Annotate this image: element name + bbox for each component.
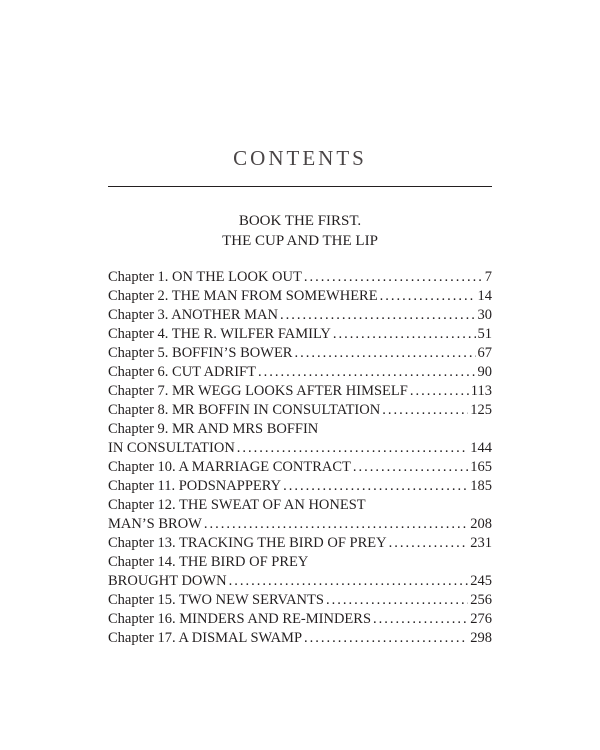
dot-leader bbox=[283, 477, 468, 496]
toc-entry-label: Chapter 4. THE R. WILFER FAMILY bbox=[108, 326, 331, 342]
toc-entry-page-number: 90 bbox=[477, 364, 492, 380]
toc-entry-label: Chapter 5. BOFFIN’S BOWER bbox=[108, 345, 293, 361]
toc-entry-label: Chapter 16. MINDERS AND RE-MINDERS bbox=[108, 611, 372, 627]
toc-entry-page-number: 113 bbox=[470, 383, 492, 399]
dot-leader bbox=[333, 325, 476, 344]
toc-entry bbox=[108, 629, 492, 648]
toc-entry-label: Chapter 2. THE MAN FROM SOMEWHERE bbox=[108, 288, 378, 304]
book-title: THE CUP AND THE LIP bbox=[222, 233, 378, 249]
toc-entry-page-number: 144 bbox=[470, 440, 492, 456]
toc-entry bbox=[108, 572, 492, 591]
toc-entry bbox=[108, 344, 492, 363]
toc-entry-page-number: 165 bbox=[470, 459, 492, 475]
toc-entry bbox=[108, 477, 492, 496]
toc-entry-title-line: Chapter 14. THE BIRD OF PREY bbox=[108, 554, 309, 570]
toc-entry-page-number: 231 bbox=[470, 535, 492, 551]
toc-entry-label: Chapter 1. ON THE LOOK OUT bbox=[108, 269, 302, 285]
toc-entry-page-number: 208 bbox=[470, 516, 492, 532]
toc-entry bbox=[108, 306, 492, 325]
toc-entry bbox=[108, 268, 492, 287]
toc-entry-label: MAN’S BROW bbox=[108, 516, 202, 532]
toc-entry-label: Chapter 6. CUT ADRIFT bbox=[108, 364, 256, 380]
toc-entry bbox=[108, 591, 492, 610]
title-rule bbox=[108, 186, 492, 187]
toc-entry-page-number: 7 bbox=[484, 269, 492, 285]
toc-entry-label: Chapter 15. TWO NEW SERVANTS bbox=[108, 592, 324, 608]
dot-leader bbox=[258, 363, 476, 382]
toc-entry-title-line: Chapter 12. THE SWEAT OF AN HONEST bbox=[108, 497, 366, 513]
book-number: BOOK THE FIRST. bbox=[238, 213, 362, 229]
dot-leader bbox=[294, 344, 475, 363]
toc-entry bbox=[108, 363, 492, 382]
toc-entry-page-number: 51 bbox=[477, 326, 492, 342]
toc-entry bbox=[108, 439, 492, 458]
toc-entry-page-number: 14 bbox=[477, 288, 492, 304]
toc-entry-label: Chapter 17. A DISMAL SWAMP bbox=[108, 630, 303, 646]
toc-entry bbox=[108, 610, 492, 629]
dot-leader bbox=[382, 401, 468, 420]
toc-entry bbox=[108, 287, 492, 306]
toc-entry bbox=[108, 515, 492, 534]
toc-entry-page-number: 125 bbox=[470, 402, 492, 418]
toc-entry bbox=[108, 401, 492, 420]
toc-entry bbox=[108, 325, 492, 344]
table-of-contents bbox=[108, 268, 492, 648]
dot-leader bbox=[280, 306, 476, 325]
dot-leader bbox=[326, 591, 468, 610]
toc-entry-label: BROUGHT DOWN bbox=[108, 573, 227, 589]
toc-entry bbox=[108, 382, 492, 401]
toc-entry bbox=[108, 458, 492, 477]
dot-leader bbox=[304, 629, 468, 648]
toc-entry-label: Chapter 10. A MARRIAGE CONTRACT bbox=[108, 459, 351, 475]
dot-leader bbox=[353, 458, 468, 477]
dot-leader bbox=[229, 572, 469, 591]
contents-title: CONTENTS bbox=[233, 146, 367, 170]
toc-entry-page-number: 67 bbox=[477, 345, 492, 361]
toc-entry-page-number: 298 bbox=[470, 630, 492, 646]
dot-leader bbox=[304, 268, 483, 287]
dot-leader bbox=[237, 439, 468, 458]
toc-entry-page-number: 185 bbox=[470, 478, 492, 494]
toc-entry-label: Chapter 11. PODSNAPPERY bbox=[108, 478, 282, 494]
toc-entry-label: Chapter 13. TRACKING THE BIRD OF PREY bbox=[108, 535, 387, 551]
toc-entry-page-number: 276 bbox=[470, 611, 492, 627]
toc-entry-page-number: 245 bbox=[470, 573, 492, 589]
toc-entry-page-number: 30 bbox=[477, 307, 492, 323]
toc-entry bbox=[108, 534, 492, 553]
toc-entry-label: Chapter 8. MR BOFFIN IN CONSULTATION bbox=[108, 402, 381, 418]
dot-leader bbox=[373, 610, 468, 629]
dot-leader bbox=[410, 382, 469, 401]
toc-entry-page-number: 256 bbox=[470, 592, 492, 608]
dot-leader bbox=[204, 515, 468, 534]
toc-entry-label: Chapter 3. ANOTHER MAN bbox=[108, 307, 278, 323]
dot-leader bbox=[380, 287, 476, 306]
toc-entry-label: IN CONSULTATION bbox=[108, 440, 235, 456]
dot-leader bbox=[389, 534, 469, 553]
toc-entry-title-line: Chapter 9. MR AND MRS BOFFIN bbox=[108, 421, 319, 437]
book-heading bbox=[0, 211, 600, 251]
toc-entry-label: Chapter 7. MR WEGG LOOKS AFTER HIMSELF bbox=[108, 383, 408, 399]
